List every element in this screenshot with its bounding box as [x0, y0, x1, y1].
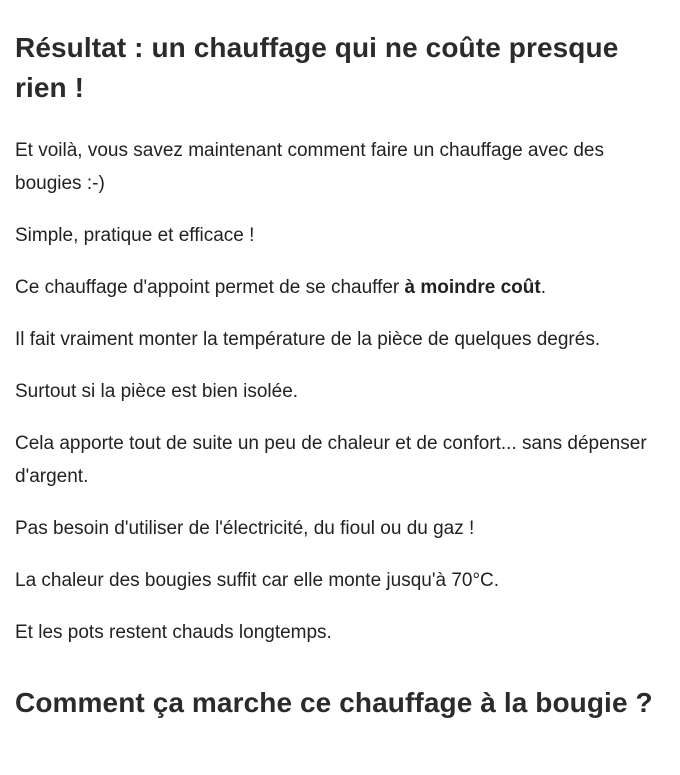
paragraph-block — [15, 564, 665, 597]
article-content — [0, 28, 680, 723]
paragraph: Simple, pratique et efficace ! — [15, 225, 255, 246]
paragraph-block — [15, 323, 665, 356]
paragraph-with-bold — [15, 271, 665, 304]
paragraph-suffix: . — [540, 277, 546, 298]
paragraph: Pas besoin d'utiliser de l'électricité, du fioul ou du gaz ! — [15, 518, 475, 539]
paragraph: La chaleur des bougies suffit car elle monte jusqu'à 70°C. — [15, 570, 500, 591]
paragraph-block — [15, 616, 665, 649]
paragraph-text: Ce chauffage d'appoint permet de se chauffer — [15, 277, 405, 298]
paragraph-block — [15, 134, 665, 200]
paragraph-block — [15, 512, 665, 545]
paragraph-block — [15, 427, 665, 493]
paragraph: Cela apporte tout de suite un peu de chaleur et de confort... sans dépenser d'argent. — [15, 433, 647, 487]
bold-emphasis: à moindre coût — [404, 277, 541, 298]
paragraph: Et voilà, vous savez maintenant comment faire un chauffage avec des bougies :-) — [15, 140, 604, 194]
paragraph-block — [15, 219, 665, 252]
next-section-title: Comment ça marche ce chauffage à la bougie ? — [15, 687, 653, 718]
paragraph-block — [15, 271, 665, 304]
paragraph: Surtout si la pièce est bien isolée. — [15, 381, 299, 402]
section-title: Résultat : un chauffage qui ne coûte presque rien ! — [15, 32, 619, 103]
paragraph: Et les pots restent chauds longtemps. — [15, 622, 332, 643]
paragraph: Il fait vraiment monter la température de la pièce de quelques degrés. — [15, 329, 601, 350]
paragraph-block — [15, 375, 665, 408]
